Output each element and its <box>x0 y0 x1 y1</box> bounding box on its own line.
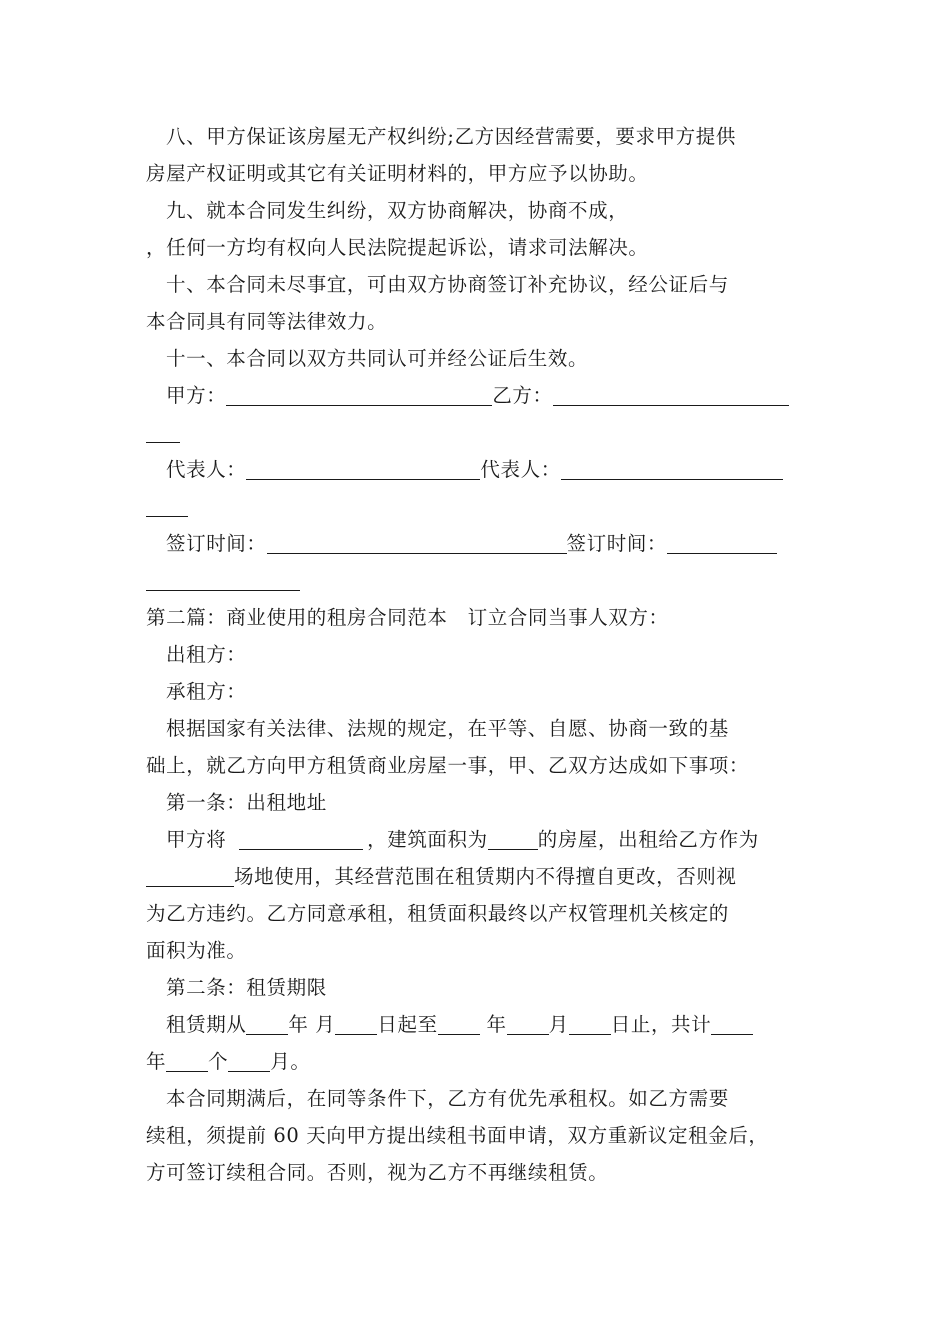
intro-line-2: 础上，就乙方向甲方租赁商业房屋一事，甲、乙双方达成如下事项： <box>146 754 750 777</box>
article-2-title: 第二条：租赁期限 <box>166 976 327 999</box>
clause-9-line-2: ，任何一方均有权向人民法院提起诉讼，请求司法解决。 <box>146 236 649 259</box>
clause-8-line-1: 八、甲方保证该房屋无产权纠纷;乙方因经营需要，要求甲方提供 <box>166 125 736 148</box>
intro-line-1: 根据国家有关法律、法规的规定，在平等、自愿、协商一致的基 <box>166 717 729 740</box>
lessee-label: 承租方： <box>166 680 247 703</box>
art2-text-f: 日止，共计 <box>610 1013 712 1036</box>
blank-continuation <box>146 418 180 443</box>
article-1-line-4: 面积为准。 <box>146 939 247 962</box>
address-blank <box>239 825 363 850</box>
months-blank <box>228 1047 270 1072</box>
usage-blank <box>146 862 234 887</box>
party-signature-line <box>146 377 812 414</box>
renewal-line-2: 续租，须提前 60 天向甲方提出续租书面申请，双方重新议定租金后， <box>146 1124 769 1147</box>
art2-text-e: 月 <box>548 1013 569 1036</box>
party-b-label: 乙方： <box>492 384 553 407</box>
article-1-title: 第一条：出租地址 <box>166 791 327 814</box>
representative-blank-continuation <box>146 488 812 525</box>
art2-text-d: 年 <box>486 1013 507 1036</box>
sign-a-label: 签订时间： <box>166 532 267 555</box>
rep-b-label: 代表人： <box>480 458 561 481</box>
art1-text-a: 甲方将 <box>166 828 227 851</box>
article-2-line-1 <box>146 1006 812 1043</box>
signing-blank-continuation <box>146 562 812 599</box>
rep-b-blank <box>561 455 783 480</box>
total-years-blank <box>711 1010 753 1035</box>
sign-b-blank <box>667 529 777 554</box>
party-blank-continuation <box>146 414 812 451</box>
art1-text-c: 的房屋，出租给乙方作为 <box>537 828 759 851</box>
years-blank <box>166 1047 208 1072</box>
art2-text-h: 个 <box>208 1050 229 1073</box>
signing-date-line <box>146 525 812 562</box>
art2-text-a: 租赁期从 <box>166 1013 247 1036</box>
lessor-label: 出租方： <box>166 643 247 666</box>
representative-line <box>146 451 812 488</box>
document-page <box>146 118 812 1191</box>
party-b-blank <box>553 381 789 406</box>
clause-9-line-1: 九、就本合同发生纠纷，双方协商解决，协商不成， <box>166 199 629 222</box>
art2-text-g: 年 <box>146 1050 167 1073</box>
blank-continuation <box>146 492 188 517</box>
end-day-blank <box>569 1010 611 1035</box>
area-blank <box>488 825 538 850</box>
start-year-blank <box>246 1010 288 1035</box>
art2-text-i: 月。 <box>270 1050 311 1073</box>
start-day-blank <box>335 1010 377 1035</box>
part-2-heading: 第二篇：商业使用的租房合同范本 订立合同当事人双方： <box>146 606 669 629</box>
article-1-line-1 <box>146 821 812 858</box>
renewal-line-1: 本合同期满后，在同等条件下，乙方有优先承租权。如乙方需要 <box>166 1087 729 1110</box>
clause-10-line-2: 本合同具有同等法律效力。 <box>146 310 388 333</box>
sign-b-label: 签订时间： <box>566 532 668 555</box>
art2-text-b: 年 月 <box>288 1013 336 1036</box>
clause-8-line-2: 房屋产权证明或其它有关证明材料的，甲方应予以协助。 <box>146 162 649 185</box>
article-1-line-3: 为乙方违约。乙方同意承租，租赁面积最终以产权管理机关核定的 <box>146 902 729 925</box>
party-a-blank <box>226 381 492 406</box>
article-2-line-2 <box>146 1043 812 1080</box>
art1-text-b: ，建筑面积为 <box>367 828 488 851</box>
rep-a-blank <box>246 455 480 480</box>
rep-a-label: 代表人： <box>166 458 247 481</box>
article-1-line-2 <box>146 858 812 895</box>
clause-10-line-1: 十、本合同未尽事宜，可由双方协商签订补充协议，经公证后与 <box>166 273 729 296</box>
end-month-blank <box>507 1010 549 1035</box>
sign-a-blank <box>267 529 567 554</box>
art2-text-c: 日起至 <box>377 1013 438 1036</box>
clause-11: 十一、本合同以双方共同认可并经公证后生效。 <box>166 347 589 370</box>
end-year-blank <box>438 1010 480 1035</box>
party-a-label: 甲方： <box>166 384 227 407</box>
renewal-line-3: 方可签订续租合同。否则，视为乙方不再继续租赁。 <box>146 1161 609 1184</box>
blank-continuation <box>146 566 300 591</box>
art1-text-d: 场地使用，其经营范围在租赁期内不得擅自更改，否则视 <box>234 865 737 888</box>
